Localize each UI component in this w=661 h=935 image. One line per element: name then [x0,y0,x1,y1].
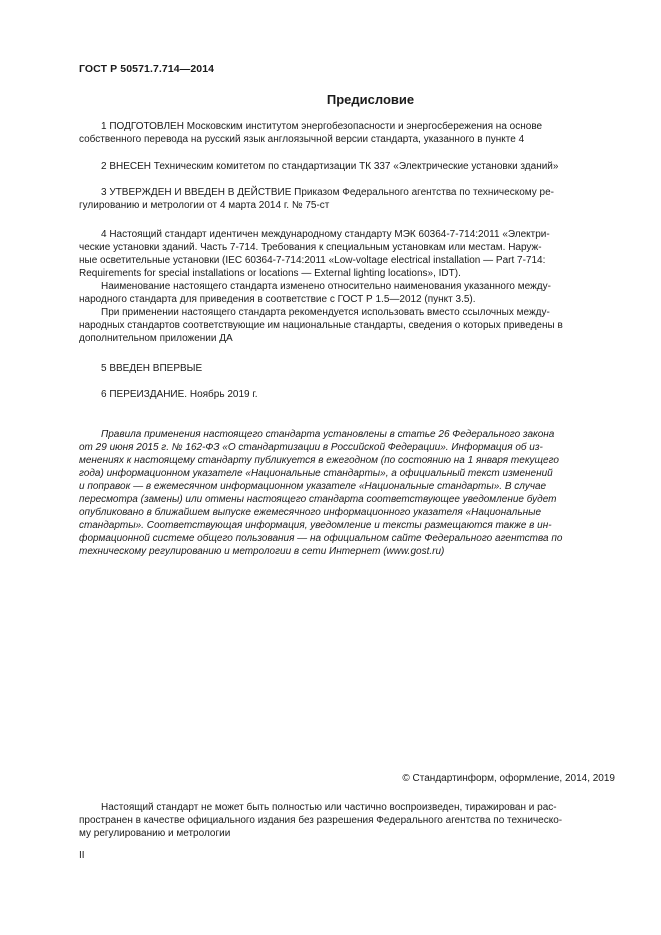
text-line: народного стандарта для приведения в соответствие с ГОСТ Р 1.5—2012 (пункт 3.5). [79,294,476,305]
text-line: дополнительном приложении ДА [79,333,233,344]
text-line: Наименование настоящего стандарта изменено относительно наименования указанного между- [101,281,551,292]
text-line: пространен в качестве официального издания без разрешения Федерального агентства по техническо- [79,815,563,826]
paragraph-1 [79,120,615,146]
text-line: 6 ПЕРЕИЗДАНИЕ. Ноябрь 2019 г. [101,389,258,400]
paragraph-rules-note [79,428,615,558]
text-line: 3 УТВЕРЖДЕН И ВВЕДЕН В ДЕЙСТВИЕ Приказом Федерального агентства по техническому ре- [101,187,554,198]
text-line: Requirements for special installations or locations — External lighting locations», IDT). [79,268,461,279]
text-line: народных стандартов соответствующие им национальные стандарты, сведения о которых приведены в [79,320,563,331]
paragraph-6 [79,388,615,401]
copyright-line: © Стандартинформ, оформление, 2014, 2019 [402,773,615,784]
paragraph-4 [79,228,615,345]
document-code: ГОСТ Р 50571.7.714—2014 [79,63,215,75]
text-line: и поправок — в ежемесячном информационном указателе «Национальные стандарты». В случае [79,481,547,492]
text-line: формационной системе общего пользования — на официальном сайте Федерального агентства по [79,533,563,544]
text-line: стандарты». Соответствующая информация, уведомление и тексты размещаются также в ин- [79,520,552,531]
text-line: Настоящий стандарт не может быть полностью или частично воспроизведен, тиражирован и рас- [101,802,557,813]
page-number: II [79,850,85,861]
text-line: ческие установки зданий. Часть 7-714. Требования к специальным установкам или местам. Наруж- [79,242,542,253]
text-line: 2 ВНЕСЕН Техническим комитетом по стандартизации ТК 337 «Электрические установки зданий» [101,161,559,172]
text-line: 5 ВВЕДЕН ВПЕРВЫЕ [101,363,203,374]
text-line: 4 Настоящий стандарт идентичен международному стандарту МЭК 60364-7-714:2011 «Электри- [101,229,550,240]
text-line: менениях к настоящему стандарту публикуется в ежегодном (по состоянию на 1 января текущего [79,455,559,466]
text-line: При применении настоящего стандарта рекомендуется использовать вместо ссылочных между- [101,307,550,318]
paragraph-5 [79,362,615,375]
text-line: гулированию и метрологии от 4 марта 2014 г. № 75-ст [79,200,330,211]
text-line: года) информационном указателе «Национальные стандарты», а официальный текст изменений [79,468,553,479]
text-line: собственного перевода на русский язык англоязычной версии стандарта, указанного в пункте 4 [79,134,525,145]
text-line: техническому регулированию и метрологии в сети Интернет (www.gost.ru) [79,546,445,557]
text-line: Правила применения настоящего стандарта установлены в статье 26 Федерального закона [101,429,555,440]
paragraph-reproduction-notice [79,801,615,840]
text-line: от 29 июня 2015 г. № 162-ФЗ «О стандартизации в Российской Федерации». Информация об из- [79,442,543,453]
text-line: ные осветительные установки (IEC 60364-7-714:2011 «Low-voltage electrical installation — Part 7-714: [79,255,546,266]
paragraph-3 [79,186,615,212]
paragraph-2 [79,160,615,173]
text-line: пересмотра (замены) или отмены настоящего стандарта соответствующее уведомление будет [79,494,557,505]
text-line: опубликовано в ближайшем выпуске ежемесячного информационного указателя «Национальные [79,507,542,518]
text-line: му регулированию и метрологии [79,828,231,839]
text-line: 1 ПОДГОТОВЛЕН Московским институтом энергобезопасности и энергосбережения на основе [101,121,543,132]
page-title: Предисловие [326,92,415,107]
